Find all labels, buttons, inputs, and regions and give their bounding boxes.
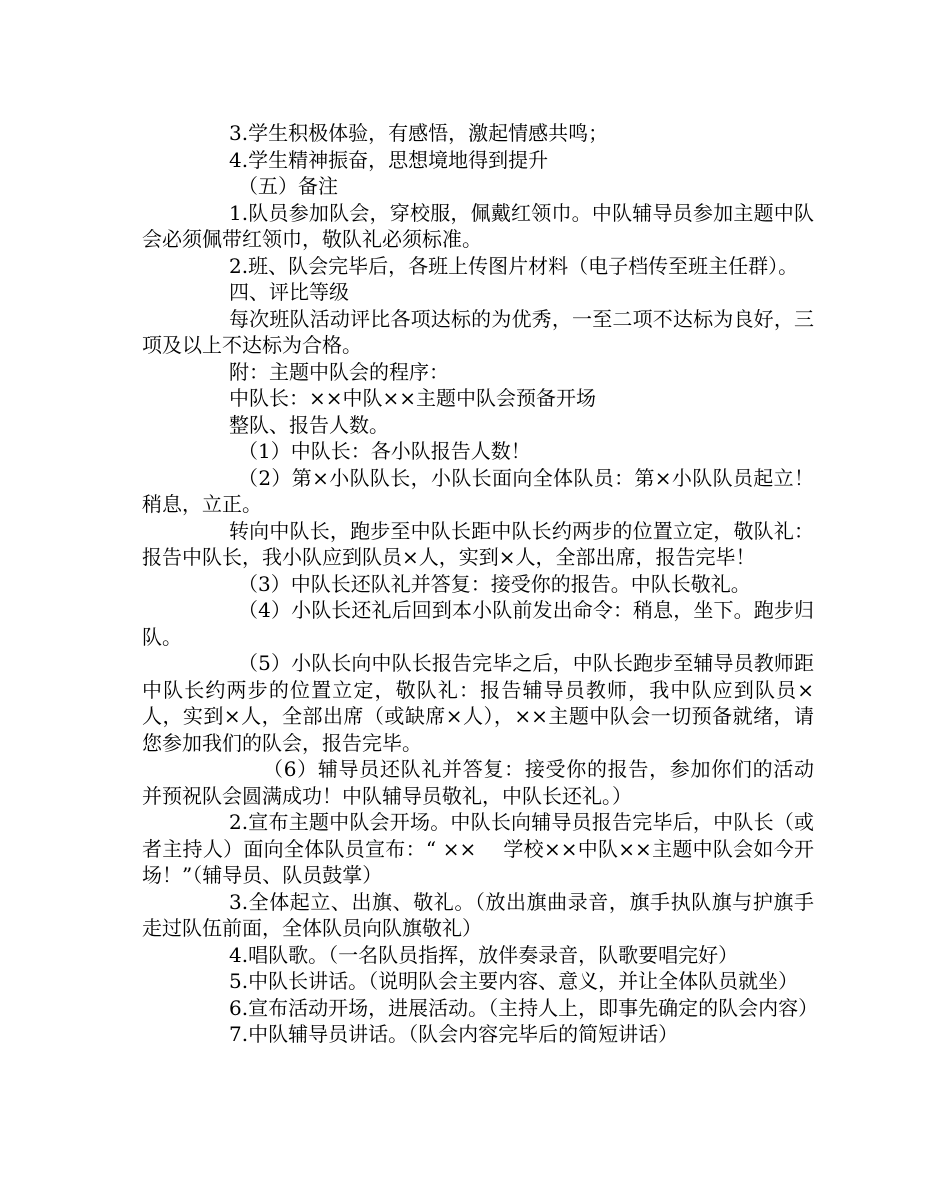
paragraph-goal-3: 3.学生积极体验，有感悟，激起情感共鸣； [229, 121, 609, 145]
document-body [142, 120, 819, 1048]
section-heading-rating: 四、评比等级 [229, 280, 349, 304]
program-item-2: 2.宣布主题中队会开场。中队长向辅导员报告完毕后，中队长（或者主持人）面向全体队员宣布：“ ×× 学校××中队××主题中队会如今开场！”（辅导员、队员鼓掌） [142, 810, 814, 887]
paragraph-appendix-title: 附：主题中队会的程序： [229, 359, 449, 384]
paragraph-goal-4: 4.学生精神振奋，思想境地得到提升 [229, 147, 549, 172]
program-item-6: 6.宣布活动开场，进展活动。（主持人上，即事先确定的队会内容） [229, 995, 819, 1020]
paragraph-note-2: 2.班、队会完毕后，各班上传图片材料（电子档传至班主任群）。 [229, 253, 799, 278]
paragraph-note-1: 1.队员参加队会，穿校服，佩戴红领巾。中队辅导员参加主题中队会必须佩带红领巾，敬队礼必须标准。 [142, 200, 814, 251]
procedure-step-6: （6）辅导员还队礼并答复：接受你的报告，参加你们的活动并预祝队会圆满成功！中队辅导员敬礼，中队长还礼。） [142, 757, 814, 808]
procedure-step-3: （3）中队长还队礼并答复：接受你的报告。中队长敬礼。 [238, 571, 751, 596]
program-item-4: 4.唱队歌。（一名队员指挥，放伴奏录音，队歌要唱完好） [229, 942, 739, 967]
procedure-step-5: （5）小队长向中队长报告完毕之后，中队长跑步至辅导员教师距中队长约两步的位置立定，敬队礼：报告辅导员教师，我中队应到队员×人，实到×人，全部出席（或缺席×人），××主题中队会一切预备就绪，请您参加我们的队会，报告完毕。 [142, 651, 814, 755]
procedure-step-4: （4）小队长还礼后回到本小队前发出命令：稍息，坐下。跑步归队。 [142, 598, 814, 649]
procedure-step-1: （1）中队长：各小队报告人数！ [238, 439, 531, 463]
program-item-3: 3.全体起立、出旗、敬礼。（放出旗曲录音，旗手执队旗与护旗手走过队伍前面，全体队员向队旗敬礼） [142, 889, 814, 940]
program-item-7: 7.中队辅导员讲话。（队会内容完毕后的简短讲话） [229, 1022, 679, 1046]
program-item-5: 5.中队长讲话。（说明队会主要内容、意义，并让全体队员就坐） [229, 969, 799, 993]
paragraph-line-up: 整队、报告人数。 [229, 412, 389, 437]
section-heading-notes: （五）备注 [238, 174, 338, 198]
paragraph-report: 转向中队长，跑步至中队长距中队长约两步的位置立定，敬队礼：报告中队长，我小队应到队员×人，实到×人，全部出席，报告完毕！ [142, 518, 814, 569]
procedure-step-2: （2）第×小队队长，小队长面向全体队员：第×小队队员起立！稍息，立正。 [142, 465, 814, 516]
paragraph-rating: 每次班队活动评比各项达标的为优秀，一至二项不达标为良好，三项及以上不达标为合格。 [142, 306, 814, 357]
paragraph-opening: 中队长：××中队××主题中队会预备开场 [229, 386, 597, 410]
